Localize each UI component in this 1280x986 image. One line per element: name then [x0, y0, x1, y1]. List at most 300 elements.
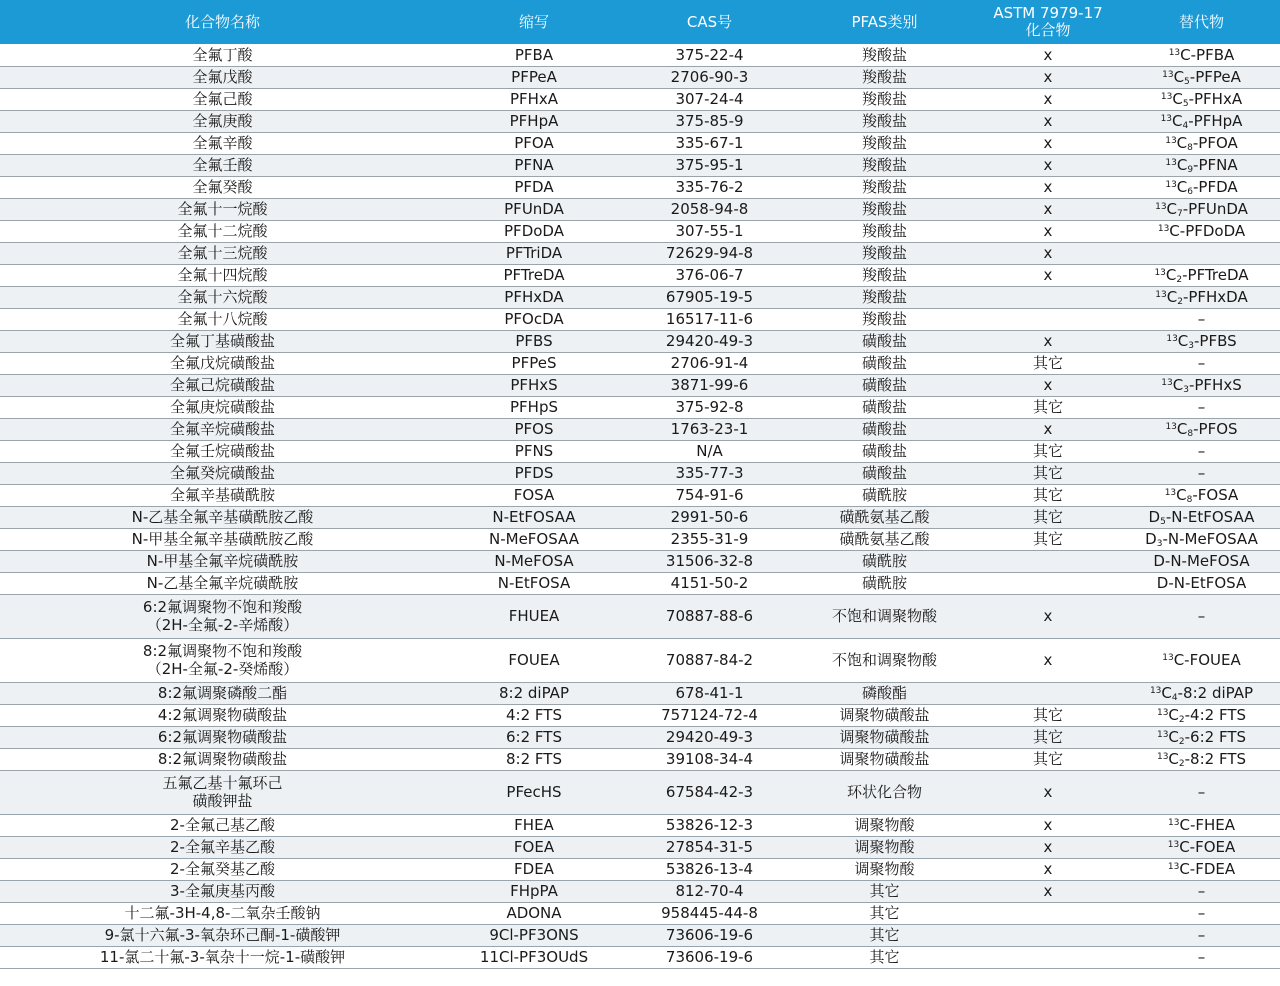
cas-number-cell: 2706-91-4 — [623, 352, 796, 374]
surrogate-post: -PFPeA — [1189, 68, 1241, 86]
cas-number-cell: 2991-50-6 — [623, 506, 796, 528]
cas-number-cell: 335-77-3 — [623, 462, 796, 484]
compound-name-line: 9-氯十六氟-3-氧杂环己酮-1-磺酸钾 — [104, 926, 341, 944]
pfas-class-cell: 磺酸盐 — [796, 374, 973, 396]
surrogate-main: C — [1168, 750, 1179, 768]
pfas-class-cell: 其它 — [796, 880, 973, 902]
cas-number-cell: 678-41-1 — [623, 682, 796, 704]
cas-number-cell: 3871-99-6 — [623, 374, 796, 396]
compound-name-line: 全氟己烷磺酸盐 — [169, 376, 275, 394]
cas-number-cell: 2058-94-8 — [623, 198, 796, 220]
surrogate-sup: 13 — [1157, 224, 1170, 234]
header-astm-line1: ASTM 7979-17 — [993, 4, 1103, 22]
surrogate-post: -FOEA — [1189, 838, 1236, 856]
surrogate-sup: 13 — [1160, 114, 1173, 124]
cas-number-cell: 958445-44-8 — [623, 902, 796, 924]
compound-name-line: 五氟乙基十氟环己 — [162, 774, 283, 792]
cas-number-cell: 812-70-4 — [623, 880, 796, 902]
cas-number-cell: 39108-34-4 — [623, 748, 796, 770]
surrogate-post: -6:2 FTS — [1184, 728, 1247, 746]
cas-number-cell: 53826-12-3 — [623, 814, 796, 836]
astm-cell: x — [973, 418, 1123, 440]
table-row — [0, 198, 1280, 220]
astm-cell: x — [973, 110, 1123, 132]
compound-name-line: 全氟丁基磺酸盐 — [169, 332, 275, 350]
surrogate-post: -PFOS — [1193, 420, 1238, 438]
compound-name-line: 全氟十一烷酸 — [177, 200, 268, 218]
surrogate-cell — [1123, 44, 1280, 66]
astm-cell — [973, 308, 1123, 330]
surrogate-cell — [1123, 396, 1280, 418]
compound-name-cell — [0, 110, 445, 132]
abbreviation-cell: PFPeA — [445, 66, 623, 88]
cas-number-cell: 29420-49-3 — [623, 330, 796, 352]
astm-cell: 其它 — [973, 396, 1123, 418]
surrogate-sup: 13 — [1162, 70, 1174, 80]
cas-number-cell: 375-95-1 — [623, 154, 796, 176]
compound-name-cell — [0, 330, 445, 352]
compound-name-line: 全氟壬酸 — [192, 156, 253, 174]
astm-cell: 其它 — [973, 748, 1123, 770]
cas-number-cell: 307-55-1 — [623, 220, 796, 242]
cas-number-cell: N/A — [623, 440, 796, 462]
surrogate-sub: 8 — [1186, 495, 1193, 505]
compound-name-line: （2H-全氟-2-癸烯酸） — [146, 660, 299, 678]
abbreviation-cell: 8:2 FTS — [445, 748, 623, 770]
header-row — [0, 0, 1280, 44]
surrogate-main: C — [1176, 134, 1188, 152]
astm-cell — [973, 286, 1123, 308]
astm-cell: x — [973, 264, 1123, 286]
compound-name-line: 全氟辛基磺酰胺 — [169, 486, 275, 504]
compound-name-cell — [0, 528, 445, 550]
cas-number-cell: 29420-49-3 — [623, 726, 796, 748]
table-row — [0, 902, 1280, 924]
compound-name-cell — [0, 638, 445, 682]
surrogate-main: C — [1172, 376, 1184, 394]
cas-number-cell: 2355-31-9 — [623, 528, 796, 550]
compound-name-cell — [0, 704, 445, 726]
pfas-class-cell: 磺酸盐 — [796, 396, 973, 418]
table-row — [0, 484, 1280, 506]
compound-name-line: 6:2氟调聚物不饱和羧酸 — [142, 598, 303, 616]
table-row — [0, 374, 1280, 396]
surrogate-sub: 2 — [1177, 297, 1183, 307]
compound-name-line: 全氟辛烷磺酸盐 — [169, 420, 275, 438]
surrogate-sup: 13 — [1155, 202, 1167, 212]
pfas-class-cell: 羧酸盐 — [796, 176, 973, 198]
abbreviation-cell: FHEA — [445, 814, 623, 836]
table-row — [0, 44, 1280, 66]
surrogate-post: -PFHpA — [1188, 112, 1243, 130]
surrogate-main: C — [1169, 222, 1180, 240]
pfas-class-cell: 磺酸盐 — [796, 352, 973, 374]
surrogate-main: C — [1168, 728, 1179, 746]
compound-name-cell — [0, 726, 445, 748]
surrogate-cell — [1123, 374, 1280, 396]
abbreviation-cell: PFBA — [445, 44, 623, 66]
astm-cell: x — [973, 132, 1123, 154]
abbreviation-cell: 9Cl-PF3ONS — [445, 924, 623, 946]
astm-cell: x — [973, 220, 1123, 242]
compound-name-line: 6:2氟调聚物磺酸盐 — [157, 728, 288, 746]
compound-name-line: 全氟十六烷酸 — [177, 288, 268, 306]
surrogate-main: D — [1148, 508, 1161, 526]
compound-name-cell — [0, 352, 445, 374]
pfas-class-cell: 磺酸盐 — [796, 462, 973, 484]
surrogate-cell — [1123, 264, 1280, 286]
header-astm-line2: 化合物 — [1025, 21, 1071, 39]
compound-name-line: N-乙基全氟辛烷磺酰胺 — [146, 574, 299, 592]
table-row — [0, 880, 1280, 902]
compound-name-cell — [0, 242, 445, 264]
surrogate-post: -FHEA — [1189, 816, 1235, 834]
abbreviation-cell: 6:2 FTS — [445, 726, 623, 748]
abbreviation-cell: PFecHS — [445, 770, 623, 814]
table-row — [0, 286, 1280, 308]
pfas-class-cell: 磺酰胺 — [796, 550, 973, 572]
cas-number-cell: 1763-23-1 — [623, 418, 796, 440]
astm-cell — [973, 572, 1123, 594]
surrogate-main: C — [1179, 816, 1190, 834]
surrogate-cell — [1123, 572, 1280, 594]
surrogate-post: -PFDoDA — [1179, 222, 1246, 240]
surrogate-cell — [1123, 924, 1280, 946]
table-row — [0, 462, 1280, 484]
cas-number-cell: 4151-50-2 — [623, 572, 796, 594]
compound-name-cell — [0, 418, 445, 440]
table-row — [0, 220, 1280, 242]
cas-number-cell: 67905-19-5 — [623, 286, 796, 308]
surrogate-cell — [1123, 814, 1280, 836]
surrogate-main: C — [1179, 860, 1190, 878]
compound-name-cell — [0, 198, 445, 220]
compound-name-line: 十二氟-3H-4,8-二氧杂壬酸钠 — [124, 904, 321, 922]
table-row — [0, 330, 1280, 352]
surrogate-cell — [1123, 286, 1280, 308]
abbreviation-cell: FOSA — [445, 484, 623, 506]
pfas-class-cell: 调聚物酸 — [796, 836, 973, 858]
compound-name-cell — [0, 572, 445, 594]
pfas-class-cell: 不饱和调聚物酸 — [796, 638, 973, 682]
cas-number-cell: 754-91-6 — [623, 484, 796, 506]
surrogate-cell — [1123, 308, 1280, 330]
surrogate-cell — [1123, 418, 1280, 440]
header-astm — [973, 0, 1123, 44]
surrogate-sup: 13 — [1165, 158, 1177, 168]
surrogate-post: – — [1197, 310, 1206, 328]
table-row — [0, 638, 1280, 682]
compound-name-line: 全氟十八烷酸 — [177, 310, 268, 328]
compound-name-line: N-甲基全氟辛基磺酰胺乙酸 — [131, 530, 314, 548]
surrogate-cell — [1123, 110, 1280, 132]
astm-cell: x — [973, 770, 1123, 814]
astm-cell: x — [973, 638, 1123, 682]
surrogate-sub: 4 — [1171, 693, 1178, 703]
surrogate-post: D-N-MeFOSA — [1153, 552, 1250, 570]
surrogate-post: -PFNA — [1193, 156, 1238, 174]
surrogate-post: -PFHxS — [1188, 376, 1242, 394]
abbreviation-cell: PFDS — [445, 462, 623, 484]
compound-name-cell — [0, 924, 445, 946]
table-header — [0, 0, 1280, 44]
cas-number-cell: 73606-19-6 — [623, 946, 796, 968]
header-abbreviation: 缩写 — [518, 12, 549, 31]
surrogate-cell — [1123, 484, 1280, 506]
compound-name-line: 全氟庚酸 — [192, 112, 253, 130]
abbreviation-cell: FOEA — [445, 836, 623, 858]
compound-name-line: 8:2氟调聚物不饱和羧酸 — [142, 642, 303, 660]
astm-cell: x — [973, 198, 1123, 220]
surrogate-main: C — [1179, 838, 1190, 856]
abbreviation-cell: PFDA — [445, 176, 623, 198]
surrogate-sub: 2 — [1178, 737, 1185, 747]
surrogate-main: C — [1180, 45, 1191, 64]
compound-name-line: 2-全氟己基乙酸 — [170, 816, 275, 834]
abbreviation-cell: PFHxS — [445, 374, 623, 396]
pfas-class-cell: 羧酸盐 — [796, 220, 973, 242]
table-row — [0, 528, 1280, 550]
surrogate-main: C — [1166, 200, 1178, 218]
compound-name-line: 2-全氟辛基乙酸 — [170, 838, 275, 856]
surrogate-post: -N-MeFOSAA — [1162, 530, 1258, 548]
surrogate-main: C — [1176, 420, 1188, 438]
surrogate-cell — [1123, 704, 1280, 726]
table-row — [0, 924, 1280, 946]
abbreviation-cell: PFHxA — [445, 88, 623, 110]
surrogate-main: C — [1176, 178, 1188, 196]
surrogate-main: C — [1173, 651, 1185, 669]
compound-name-cell — [0, 220, 445, 242]
table-row — [0, 396, 1280, 418]
pfas-class-cell: 羧酸盐 — [796, 154, 973, 176]
compound-name-cell — [0, 550, 445, 572]
surrogate-cell — [1123, 66, 1280, 88]
compound-name-line: 4:2氟调聚物磺酸盐 — [157, 706, 288, 724]
compound-name-line: 全氟癸酸 — [192, 178, 253, 196]
surrogate-post: -4:2 FTS — [1184, 706, 1247, 724]
compound-name-cell — [0, 88, 445, 110]
surrogate-sub: 7 — [1177, 209, 1183, 219]
surrogate-post: -FDEA — [1189, 860, 1236, 878]
surrogate-main: C — [1165, 266, 1177, 284]
pfas-class-cell: 磺酰氨基乙酸 — [796, 506, 973, 528]
abbreviation-cell: FOUEA — [445, 638, 623, 682]
pfas-class-cell: 其它 — [796, 902, 973, 924]
surrogate-sub: 6 — [1187, 187, 1194, 197]
cas-number-cell: 375-92-8 — [623, 396, 796, 418]
compound-name-cell — [0, 880, 445, 902]
cas-number-cell: 70887-88-6 — [623, 594, 796, 638]
astm-cell — [973, 682, 1123, 704]
surrogate-main: C — [1177, 332, 1189, 350]
surrogate-cell — [1123, 176, 1280, 198]
surrogate-post: -N-EtFOSAA — [1165, 508, 1255, 526]
astm-cell: x — [973, 594, 1123, 638]
abbreviation-cell: PFPeS — [445, 352, 623, 374]
header-pfas-class: PFAS类别 — [851, 12, 918, 31]
surrogate-post: -PFOA — [1192, 134, 1238, 152]
header-compound-name: 化合物名称 — [184, 12, 260, 31]
astm-cell: x — [973, 858, 1123, 880]
surrogate-cell — [1123, 858, 1280, 880]
surrogate-main: C — [1161, 684, 1172, 702]
table-row — [0, 154, 1280, 176]
surrogate-main: C — [1176, 156, 1188, 174]
abbreviation-cell: FHpPA — [445, 880, 623, 902]
compound-name-cell — [0, 176, 445, 198]
compound-name-line: 2-全氟癸基乙酸 — [170, 860, 275, 878]
surrogate-cell — [1123, 440, 1280, 462]
cas-number-cell: 757124-72-4 — [623, 704, 796, 726]
surrogate-post: -PFTreDA — [1182, 266, 1249, 284]
abbreviation-cell: PFOcDA — [445, 308, 623, 330]
pfas-class-cell: 磺酰胺 — [796, 484, 973, 506]
surrogate-post: – — [1197, 354, 1206, 372]
surrogate-sup: 13 — [1168, 818, 1180, 828]
surrogate-sub: 3 — [1183, 385, 1189, 395]
compound-name-cell — [0, 66, 445, 88]
compound-name-line: N-甲基全氟辛烷磺酰胺 — [146, 552, 299, 570]
table-row — [0, 550, 1280, 572]
cas-number-cell: 375-22-4 — [623, 44, 796, 66]
pfas-class-cell: 其它 — [796, 924, 973, 946]
surrogate-post: -FOUEA — [1184, 651, 1241, 669]
surrogate-post: – — [1197, 882, 1206, 900]
surrogate-post: – — [1197, 442, 1206, 460]
surrogate-post: – — [1197, 926, 1206, 944]
abbreviation-cell: N-EtFOSA — [445, 572, 623, 594]
table-row — [0, 946, 1280, 968]
pfas-class-cell: 调聚物磺酸盐 — [796, 704, 973, 726]
surrogate-sup: 13 — [1160, 92, 1173, 102]
surrogate-cell — [1123, 528, 1280, 550]
compound-name-line: 全氟丁酸 — [192, 45, 253, 64]
surrogate-sub: 8 — [1187, 143, 1193, 153]
surrogate-cell — [1123, 506, 1280, 528]
surrogate-main: C — [1172, 90, 1183, 108]
surrogate-cell — [1123, 726, 1280, 748]
astm-cell: 其它 — [973, 704, 1123, 726]
astm-cell: 其它 — [973, 528, 1123, 550]
table-row — [0, 770, 1280, 814]
table-row — [0, 176, 1280, 198]
surrogate-sup: 13 — [1167, 862, 1180, 872]
pfas-class-cell: 羧酸盐 — [796, 264, 973, 286]
surrogate-sup: 13 — [1165, 136, 1177, 146]
compound-name-line: 磺酸钾盐 — [192, 792, 253, 810]
pfas-class-cell: 羧酸盐 — [796, 66, 973, 88]
surrogate-cell — [1123, 154, 1280, 176]
compound-name-cell — [0, 374, 445, 396]
surrogate-cell — [1123, 836, 1280, 858]
surrogate-sup: 13 — [1149, 686, 1162, 696]
compound-name-cell — [0, 484, 445, 506]
cas-number-cell: 67584-42-3 — [623, 770, 796, 814]
surrogate-post: – — [1197, 464, 1206, 482]
abbreviation-cell: PFNA — [445, 154, 623, 176]
surrogate-sup: 13 — [1155, 290, 1167, 300]
abbreviation-cell: FDEA — [445, 858, 623, 880]
surrogate-sup: 13 — [1165, 180, 1177, 190]
compound-name-line: 全氟十四烷酸 — [177, 266, 268, 284]
cas-number-cell: 72629-94-8 — [623, 242, 796, 264]
compound-name-line: 8:2氟调聚磷酸二酯 — [157, 684, 288, 702]
surrogate-sub: 8 — [1187, 429, 1194, 439]
surrogate-post: – — [1197, 948, 1206, 966]
header-surrogate: 替代物 — [1178, 12, 1224, 31]
astm-cell: 其它 — [973, 440, 1123, 462]
pfas-class-cell: 磷酸酯 — [796, 682, 973, 704]
abbreviation-cell: PFUnDA — [445, 198, 623, 220]
pfas-class-cell: 羧酸盐 — [796, 198, 973, 220]
pfas-class-cell: 调聚物磺酸盐 — [796, 748, 973, 770]
surrogate-sup: 13 — [1156, 708, 1169, 718]
table-row — [0, 418, 1280, 440]
pfas-class-cell: 羧酸盐 — [796, 286, 973, 308]
abbreviation-cell: 11Cl-PF3OUdS — [445, 946, 623, 968]
table-row — [0, 506, 1280, 528]
compound-name-line: 全氟辛酸 — [192, 134, 253, 152]
abbreviation-cell: PFHxDA — [445, 286, 623, 308]
compound-name-line: 全氟癸烷磺酸盐 — [169, 464, 275, 482]
surrogate-main: C — [1168, 706, 1179, 724]
pfas-class-cell: 羧酸盐 — [796, 44, 973, 66]
table-row — [0, 572, 1280, 594]
pfas-class-cell: 羧酸盐 — [796, 242, 973, 264]
cas-number-cell: 335-76-2 — [623, 176, 796, 198]
surrogate-post: -PFBS — [1194, 332, 1237, 350]
table-row — [0, 814, 1280, 836]
astm-cell: x — [973, 88, 1123, 110]
table-row — [0, 264, 1280, 286]
astm-cell: x — [973, 330, 1123, 352]
surrogate-cell — [1123, 638, 1280, 682]
astm-cell: x — [973, 880, 1123, 902]
astm-cell: x — [973, 374, 1123, 396]
compound-name-line: 全氟己酸 — [192, 90, 253, 108]
abbreviation-cell: PFHpA — [445, 110, 623, 132]
table-row — [0, 704, 1280, 726]
compound-name-cell — [0, 902, 445, 924]
surrogate-sup: 13 — [1166, 334, 1178, 344]
compound-name-cell — [0, 748, 445, 770]
astm-cell: x — [973, 44, 1123, 66]
surrogate-sup: 13 — [1156, 752, 1169, 762]
surrogate-sup: 13 — [1156, 730, 1169, 740]
surrogate-post: -PFDA — [1193, 178, 1238, 196]
surrogate-cell — [1123, 198, 1280, 220]
astm-cell: x — [973, 176, 1123, 198]
compound-name-cell — [0, 286, 445, 308]
surrogate-sub: 2 — [1178, 759, 1185, 769]
surrogate-sup: 13 — [1164, 488, 1177, 498]
pfas-class-cell: 调聚物酸 — [796, 858, 973, 880]
compound-name-cell — [0, 858, 445, 880]
astm-cell: x — [973, 154, 1123, 176]
surrogate-post: – — [1197, 783, 1206, 801]
header-cas-number: CAS号 — [686, 12, 733, 31]
compound-name-line: 全氟十三烷酸 — [177, 244, 268, 262]
surrogate-post: – — [1197, 607, 1206, 625]
table-body — [0, 44, 1280, 968]
cas-number-cell: 27854-31-5 — [623, 836, 796, 858]
compound-name-cell — [0, 44, 445, 66]
compound-name-cell — [0, 440, 445, 462]
astm-cell: x — [973, 814, 1123, 836]
surrogate-cell — [1123, 682, 1280, 704]
table-row — [0, 726, 1280, 748]
